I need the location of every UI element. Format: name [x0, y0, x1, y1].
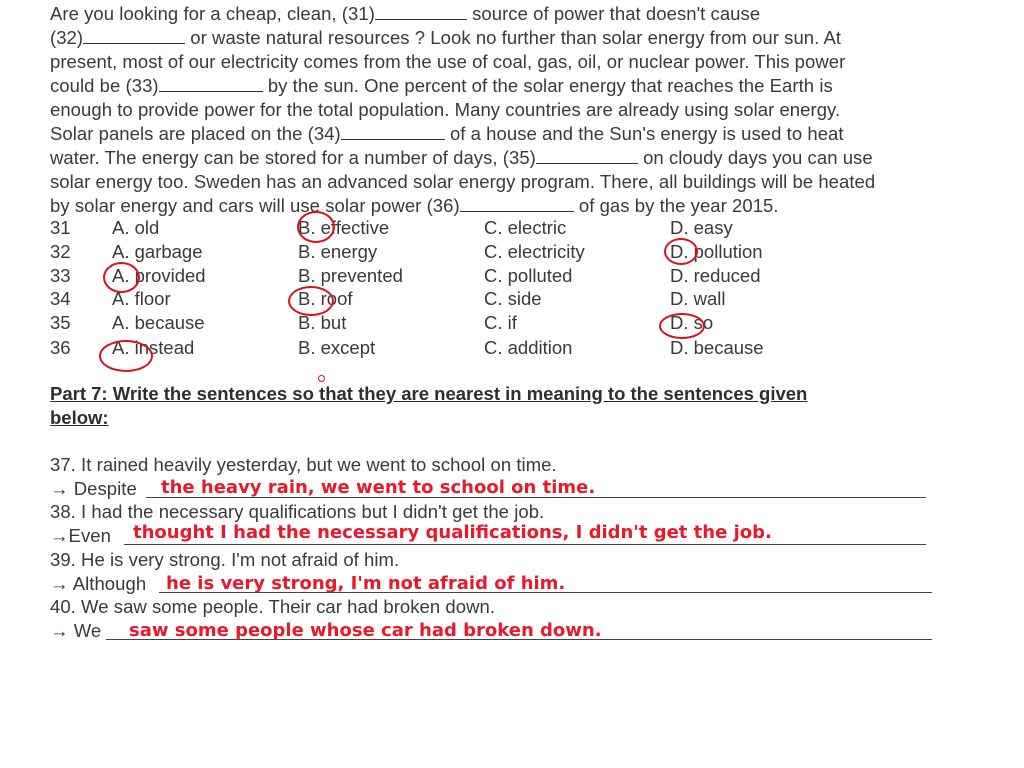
question-number: 36 [50, 337, 71, 358]
rewrite-prompt-39: 39. He is very strong. I'm not afraid of him. [50, 549, 400, 570]
answer-circle-36 [99, 340, 153, 372]
passage-line-8: solar energy too. Sweden has an advanced solar energy program. There, all buildings will be heated [50, 171, 876, 192]
option-a: A. old [112, 217, 160, 238]
option-d: D. because [670, 337, 764, 358]
question-number: 31 [50, 217, 71, 238]
option-c: C. electricity [484, 241, 585, 262]
question-number: 34 [50, 288, 71, 309]
answer-circle-32 [664, 238, 698, 265]
option-b: B. except [298, 337, 376, 358]
handwritten-answer-38: thought I had the necessary qualifications, I didn't get the job. [133, 522, 772, 543]
question-number: 35 [50, 312, 71, 333]
answer-line-38 [124, 544, 926, 545]
option-c: C. side [484, 288, 542, 309]
stray-pen-mark [318, 375, 325, 382]
option-b: B. prevented [298, 265, 403, 286]
option-d: D. wall [670, 288, 726, 309]
passage-line-4: could be (33) by the sun. One percent of the solar energy that reaches the Earth is [50, 75, 833, 96]
option-c: C. if [484, 312, 517, 333]
answer-circle-33 [103, 262, 140, 293]
option-c: C. electric [484, 217, 567, 238]
rewrite-prompt-38: 38. I had the necessary qualifications but I didn't get the job. [50, 501, 545, 522]
option-c: C. addition [484, 337, 573, 358]
handwritten-answer-37: the heavy rain, we went to school on time. [161, 477, 596, 498]
option-d: D. pollution [670, 241, 763, 262]
handwritten-answer-39: he is very strong, I'm not afraid of him. [166, 573, 566, 594]
question-number: 32 [50, 241, 71, 262]
rewrite-lead-39: → Although [50, 573, 147, 594]
option-a: A. because [112, 312, 205, 333]
answer-circle-31 [297, 211, 335, 243]
option-c: C. polluted [484, 265, 573, 286]
option-b: B. energy [298, 241, 378, 262]
rewrite-lead-40: → We [50, 620, 102, 641]
answer-circle-35 [659, 313, 705, 339]
passage-line-9: by solar energy and cars will use solar power (36) of gas by the year 2015. [50, 195, 779, 216]
rewrite-lead-38: →Even [50, 525, 111, 546]
passage-line-5: enough to provide power for the total population. Many countries are already using solar energy. [50, 99, 841, 120]
part7-heading: Part 7: Write the sentences so that they are nearest in meaning to the sentences given [50, 383, 808, 404]
passage-line-6: Solar panels are placed on the (34) of a house and the Sun's energy is used to heat [50, 123, 844, 144]
rewrite-lead-37: → Despite [50, 478, 137, 499]
part7-heading-cont: below: [50, 407, 109, 428]
option-b: B. effective [298, 217, 390, 238]
passage-line-7: water. The energy can be stored for a number of days, (35) on cloudy days you can use [50, 147, 873, 168]
handwritten-answer-40: saw some people whose car had broken down. [129, 620, 602, 641]
question-number: 33 [50, 265, 71, 286]
option-d: D. reduced [670, 265, 761, 286]
rewrite-prompt-37: 37. It rained heavily yesterday, but we went to school on time. [50, 454, 557, 475]
option-b: B. roof [298, 288, 353, 309]
option-d: D. easy [670, 217, 733, 238]
option-a: A. floor [112, 288, 171, 309]
answer-circle-34 [288, 286, 334, 316]
passage-line-3: present, most of our electricity comes from the use of coal, gas, oil, or nuclear power. This power [50, 51, 846, 72]
option-a: A. provided [112, 265, 206, 286]
passage-line-1: Are you looking for a cheap, clean, (31) source of power that doesn't cause [50, 3, 761, 24]
option-b: B. but [298, 312, 347, 333]
option-d: D. so [670, 312, 714, 333]
passage-line-2: (32) or waste natural resources ? Look no further than solar energy from our sun. At [50, 27, 842, 48]
option-a: A. instead [112, 337, 195, 358]
rewrite-prompt-40: 40. We saw some people. Their car had broken down. [50, 596, 496, 617]
option-a: A. garbage [112, 241, 203, 262]
